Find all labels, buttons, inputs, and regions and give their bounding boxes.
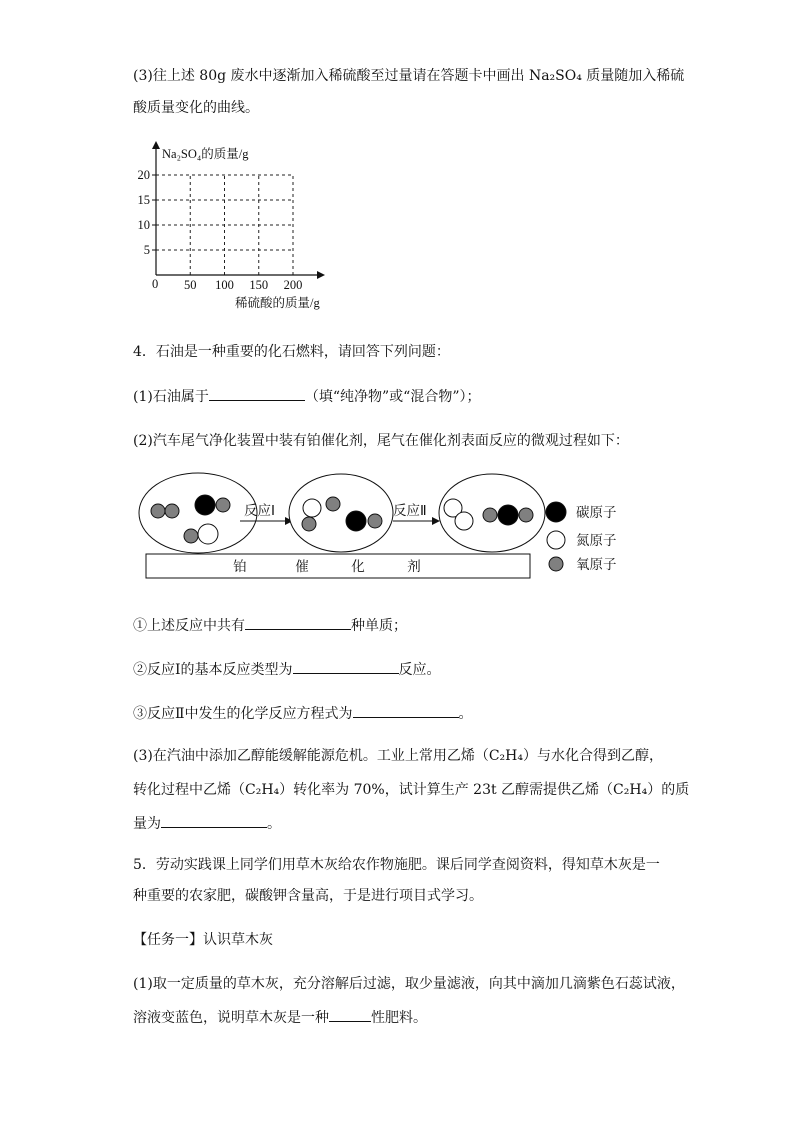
- legend-nitrogen-label: 氮原子: [576, 533, 617, 549]
- carbon-atom: [498, 505, 518, 525]
- chart-axes: [152, 141, 325, 279]
- x-tick-label: 150: [249, 278, 269, 292]
- y-tick-label: 10: [137, 218, 150, 232]
- oxygen-atom: [302, 517, 316, 531]
- q4-sub1-prefix: ①上述反应中共有: [133, 618, 245, 634]
- q4-sub3: [133, 703, 473, 724]
- q4-intro: 4．石油是一种重要的化石燃料，请回答下列问题：: [133, 344, 450, 360]
- q3-part3-line1: (3)往上述 80g 废水中逐渐加入稀硫酸至过量请在答题卡中画出 Na₂SO₄ 质量随加入稀硫: [133, 68, 685, 84]
- q5-task1-heading: 【任务一】认识草木灰: [133, 932, 273, 948]
- chart-grid: [156, 175, 293, 275]
- y-tick-label: 15: [137, 193, 150, 207]
- q4-sub2-suffix: 反应。: [398, 662, 441, 678]
- q4-part3-line3: [133, 813, 281, 834]
- x-tick-label: 100: [215, 278, 234, 292]
- q4-part3-suffix: 。: [267, 816, 281, 832]
- q5-part1-blank[interactable]: [329, 1007, 371, 1022]
- legend-oxygen-label: 氧原子: [576, 557, 617, 573]
- origin-label: 0: [152, 277, 159, 291]
- reaction-diagram: [130, 468, 650, 584]
- x-tick-label: 200: [283, 278, 303, 292]
- catalyst-char: 铂: [233, 559, 247, 575]
- x-tick-label: 50: [184, 278, 197, 292]
- q4-sub2: [133, 659, 441, 680]
- catalyst-char: 催: [295, 559, 309, 575]
- q4-sub2-prefix: ②反应Ⅰ的基本反应类型为: [133, 662, 293, 678]
- nitrogen-atom: [455, 512, 473, 530]
- q4-part3-prefix: 量为: [133, 816, 161, 832]
- legend-nitrogen-icon: [547, 531, 565, 549]
- q4-sub3-blank[interactable]: [353, 703, 459, 718]
- reaction2-label: 反应Ⅱ: [393, 503, 427, 519]
- q4-sub2-blank[interactable]: [293, 659, 399, 674]
- oxygen-atom: [151, 504, 165, 518]
- q4-part1: [133, 386, 480, 407]
- q5-intro-line1: 5．劳动实践课上同学们用草木灰给农作物施肥。课后同学查阅资料，得知草木灰是一: [133, 857, 660, 873]
- x-axis-label: 稀硫酸的质量/g: [235, 296, 320, 310]
- nitrogen-atom: [303, 499, 321, 517]
- carbon-atom: [195, 495, 215, 515]
- catalyst-char: 剂: [407, 559, 421, 575]
- q4-part3-line1: (3)在汽油中添加乙醇能缓解能源危机。工业上常用乙烯（C₂H₄）与水化合得到乙醇，: [133, 748, 663, 764]
- q4-sub3-prefix: ③反应Ⅱ中发生的化学反应方程式为: [133, 706, 353, 722]
- q3-part3-line2: 酸质量变化的曲线。: [133, 100, 259, 116]
- q4-part1-suffix: （填“纯净物”或“混合物”）；: [304, 389, 481, 405]
- q4-sub1-suffix: 种单质；: [351, 618, 407, 634]
- q5-part1-prefix: 溶液变蓝色，说明草木灰是一种: [133, 1010, 329, 1026]
- arrowhead-icon: [432, 517, 440, 525]
- legend-carbon-label: 碳原子: [576, 505, 617, 521]
- y-axis-arrow-icon: [152, 141, 160, 149]
- oxygen-atom: [165, 504, 179, 518]
- q4-sub1: [133, 615, 407, 636]
- q5-intro-line2: 种重要的农家肥，碳酸钾含量高，于是进行项目式学习。: [133, 888, 483, 904]
- q4-part3-line2: 转化过程中乙烯（C₂H₄）转化率为 70%，试计算生产 23t 乙醇需提供乙烯（C₂H₄）的质: [133, 782, 690, 798]
- legend-oxygen-icon: [549, 557, 563, 571]
- oxygen-atom: [519, 508, 533, 522]
- y-axis-label: Na₂SO₄的质量/g: [162, 147, 249, 161]
- q4-sub1-blank[interactable]: [245, 615, 351, 630]
- q5-part1-line1: (1)取一定质量的草木灰，充分溶解后过滤，取少量滤液，向其中滴加几滴紫色石蕊试液，: [133, 976, 685, 992]
- q4-part1-blank[interactable]: [209, 386, 305, 401]
- catalyst-char: 化: [351, 559, 365, 575]
- oxygen-atom: [216, 498, 230, 512]
- y-tick-label: 5: [143, 243, 150, 257]
- oxygen-atom: [184, 529, 198, 543]
- carbon-atom: [346, 511, 366, 531]
- oxygen-atom: [326, 497, 340, 511]
- nitrogen-atom: [198, 524, 218, 544]
- legend-carbon-icon: [546, 502, 566, 522]
- oxygen-atom: [368, 514, 382, 528]
- answer-grid-chart: [120, 135, 360, 320]
- q4-part2: (2)汽车尾气净化装置中装有铂催化剂，尾气在催化剂表面反应的微观过程如下：: [133, 433, 629, 449]
- oxygen-atom: [483, 508, 497, 522]
- q5-part1-suffix: 性肥料。: [371, 1010, 427, 1026]
- x-axis-arrow-icon: [317, 271, 325, 279]
- reaction1-label: 反应Ⅰ: [244, 503, 275, 519]
- q4-part3-blank[interactable]: [161, 813, 267, 828]
- y-tick-label: 20: [137, 168, 150, 182]
- q4-sub3-suffix: 。: [458, 706, 473, 722]
- q4-part1-prefix: (1)石油属于: [133, 389, 209, 405]
- catalyst-bar: [146, 554, 530, 578]
- q5-part1-line2: [133, 1007, 427, 1028]
